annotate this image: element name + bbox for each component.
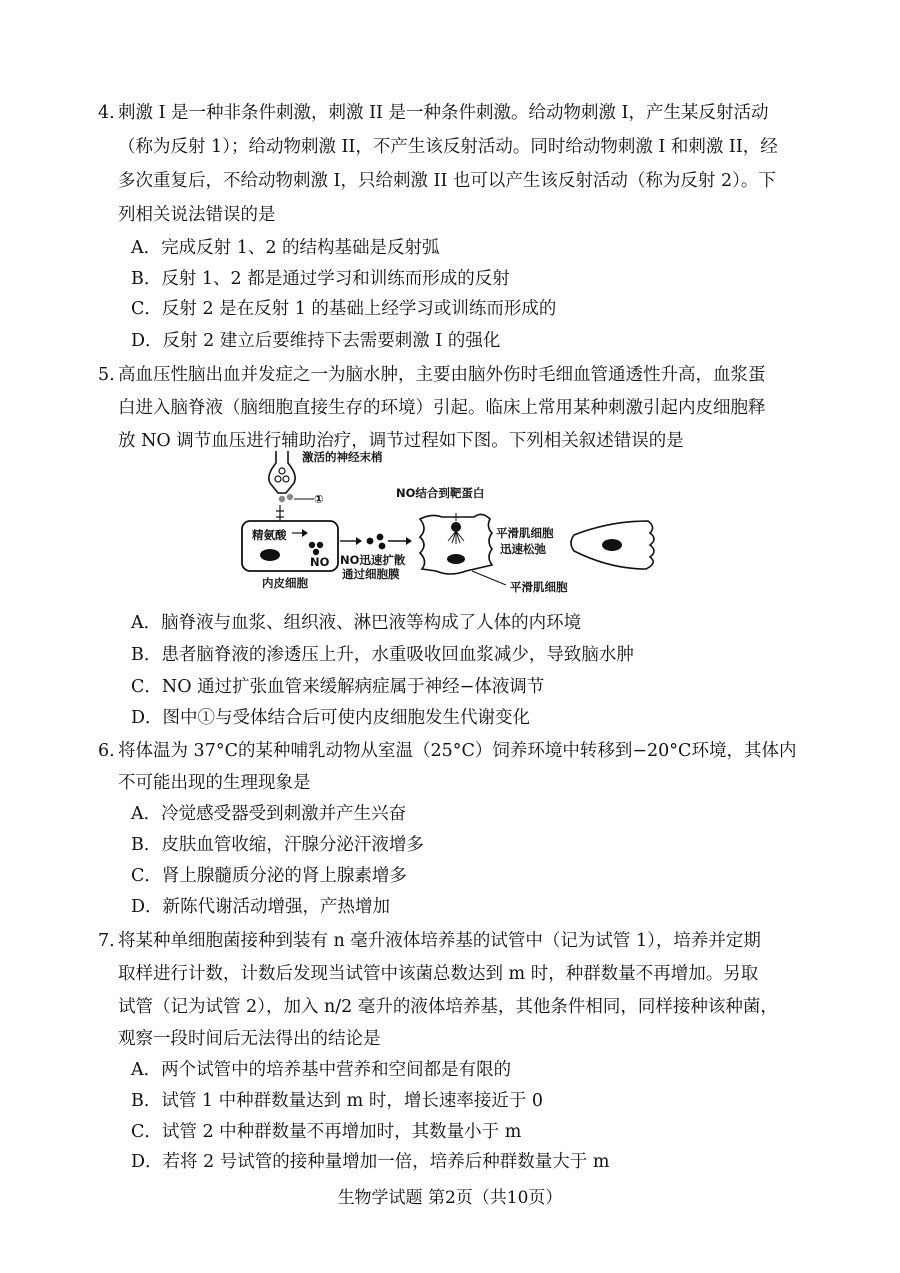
question-number: 7. — [98, 931, 115, 951]
option-c: C．试管 2 中种群数量不再增加时，其数量小于 m — [131, 1122, 522, 1142]
label-smooth-relax-2: 迅速松弛 — [500, 542, 546, 556]
nucleus — [260, 549, 280, 561]
pointer-line — [472, 571, 506, 585]
label-no-diffuse-1: NO迅速扩散 — [340, 553, 406, 567]
option-b: B．反射 1、2 都是通过学习和训练而形成的反射 — [131, 269, 510, 289]
question-stem-line: 刺激 I 是一种非条件刺激，刺激 II 是一种条件刺激。给动物刺激 I，产生某反射活动 — [118, 103, 769, 123]
question-stem-line: 白进入脑脊液（脑细胞直接生存的环境）引起。临床上常用某种刺激引起内皮细胞释 — [118, 398, 766, 418]
option-d: D．若将 2 号试管的接种量增加一倍，培养后种群数量大于 m — [131, 1152, 610, 1172]
question-number: 4. — [98, 103, 115, 123]
option-b: B．患者脑脊液的渗透压上升，水重吸收回血浆减少，导致脑水肿 — [131, 645, 634, 665]
label-activated-nerve-ending: 激活的神经末梢 — [302, 450, 383, 464]
question-stem-line: 将体温为 37°C的某种哺乳动物从室温（25°C）饲养环境中转移到−20°C环境，其体内 — [118, 741, 797, 761]
transmitter-dot — [287, 494, 293, 500]
question-stem-line: 取样进行计数，计数后发现当试管中该菌总数达到 m 时，种群数量不再增加。另取 — [118, 964, 759, 984]
option-b: B．试管 1 中种群数量达到 m 时，增长速率接近于 0 — [131, 1091, 544, 1111]
option-a: A．两个试管中的培养基中营养和空间都是有限的 — [131, 1060, 512, 1080]
option-a: A．完成反射 1、2 的结构基础是反射弧 — [131, 238, 440, 258]
question-number: 6. — [98, 741, 115, 761]
question-stem-line: 列相关说法错误的是 — [118, 205, 276, 225]
question-stem-line: 不可能出现的生理现象是 — [118, 773, 311, 793]
label-no-binds-target: NO结合到靶蛋白 — [396, 486, 485, 500]
question-stem-line: （称为反射 1）；给动物刺激 II，不产生该反射活动。同时给动物刺激 I 和刺激 II，经 — [118, 137, 778, 157]
label-smooth-muscle-cell: 平滑肌细胞 — [510, 580, 568, 594]
transmitter-dot — [279, 496, 285, 502]
question-number: 5. — [98, 365, 115, 385]
page-footer: 生物学试题 第2页（共10页） — [337, 1188, 563, 1208]
label-no-diffuse-2: 通过细胞膜 — [342, 567, 400, 581]
target-protein — [451, 522, 461, 532]
label-smooth-relax-1: 平滑肌细胞 — [496, 526, 554, 540]
option-d: D．新陈代谢活动增强，产热增加 — [131, 897, 391, 917]
label-endothelial-cell: 内皮细胞 — [262, 576, 308, 590]
no-regulation-diagram — [230, 447, 670, 597]
label-marker-1: ① — [314, 492, 324, 506]
label-no: NO — [310, 555, 330, 569]
option-c: C．肾上腺髓质分泌的肾上腺素增多 — [131, 866, 407, 886]
question-stem-line: 多次重复后，不给动物刺激 I，只给刺激 II 也可以产生该反射活动（称为反射 2）。下 — [118, 171, 776, 191]
nerve-ending-shape — [269, 451, 295, 493]
option-c: C．反射 2 是在反射 1 的基础上经学习或训练而形成的 — [131, 299, 557, 319]
option-b: B．皮肤血管收缩，汗腺分泌汗液增多 — [131, 835, 424, 855]
question-stem-line: 放 NO 调节血压进行辅助治疗，调节过程如下图。下列相关叙述错误的是 — [118, 431, 684, 451]
option-d: D．反射 2 建立后要维持下去需要刺激 I 的强化 — [131, 331, 501, 351]
label-arginine: 精氨酸 — [252, 528, 287, 542]
option-d: D．图中①与受体结合后可使内皮细胞发生代谢变化 — [131, 708, 531, 728]
question-stem-line: 观察一段时间后无法得出的结论是 — [118, 1029, 381, 1049]
question-stem-line: 将某种单细胞菌接种到装有 n 毫升液体培养基的试管中（记为试管 1），培养并定期 — [118, 931, 761, 951]
option-a: A．脑脊液与血浆、组织液、淋巴液等构成了人体的内环境 — [131, 613, 582, 633]
question-stem-line: 高血压性脑出血并发症之一为脑水肿，主要由脑外伤时毛细血管通透性升高，血浆蛋 — [118, 365, 766, 385]
option-a: A．冷觉感受器受到刺激并产生兴奋 — [131, 804, 407, 824]
question-stem-line: 试管（记为试管 2），加入 n/2 毫升的液体培养基，其他条件相同，同样接种该种菌， — [118, 997, 778, 1017]
option-c: C．NO 通过扩张血管来缓解病症属于神经−体液调节 — [131, 677, 545, 697]
